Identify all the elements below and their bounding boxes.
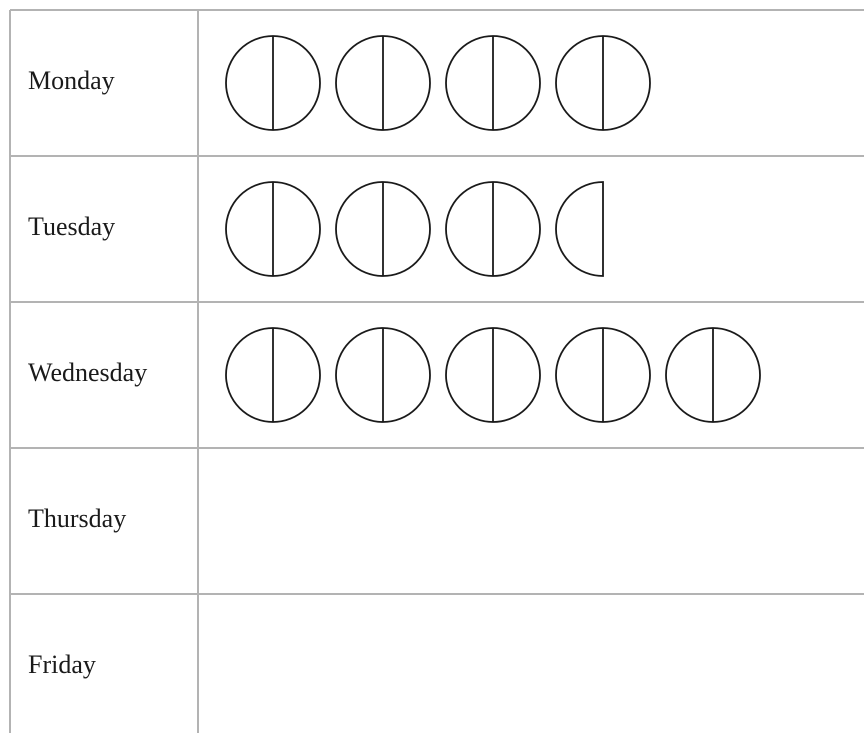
day-label-monday: Monday	[28, 65, 115, 95]
symbol-full-icon	[556, 36, 650, 130]
symbol-full-icon	[226, 182, 320, 276]
symbol-full-icon	[226, 328, 320, 422]
symbol-full-icon	[446, 182, 540, 276]
symbol-full-icon	[336, 182, 430, 276]
day-label-tuesday: Tuesday	[28, 211, 116, 241]
day-label-friday: Friday	[28, 649, 96, 679]
day-label-wednesday: Wednesday	[28, 357, 148, 387]
symbol-full-icon	[226, 36, 320, 130]
symbol-full-icon	[666, 328, 760, 422]
symbol-rows	[226, 36, 760, 422]
symbol-full-icon	[446, 328, 540, 422]
symbol-half-icon	[556, 182, 603, 276]
symbol-full-icon	[336, 328, 430, 422]
symbol-full-icon	[556, 328, 650, 422]
day-label-thursday: Thursday	[28, 503, 127, 533]
symbol-full-icon	[336, 36, 430, 130]
symbol-full-icon	[446, 36, 540, 130]
day-labels	[28, 66, 147, 679]
